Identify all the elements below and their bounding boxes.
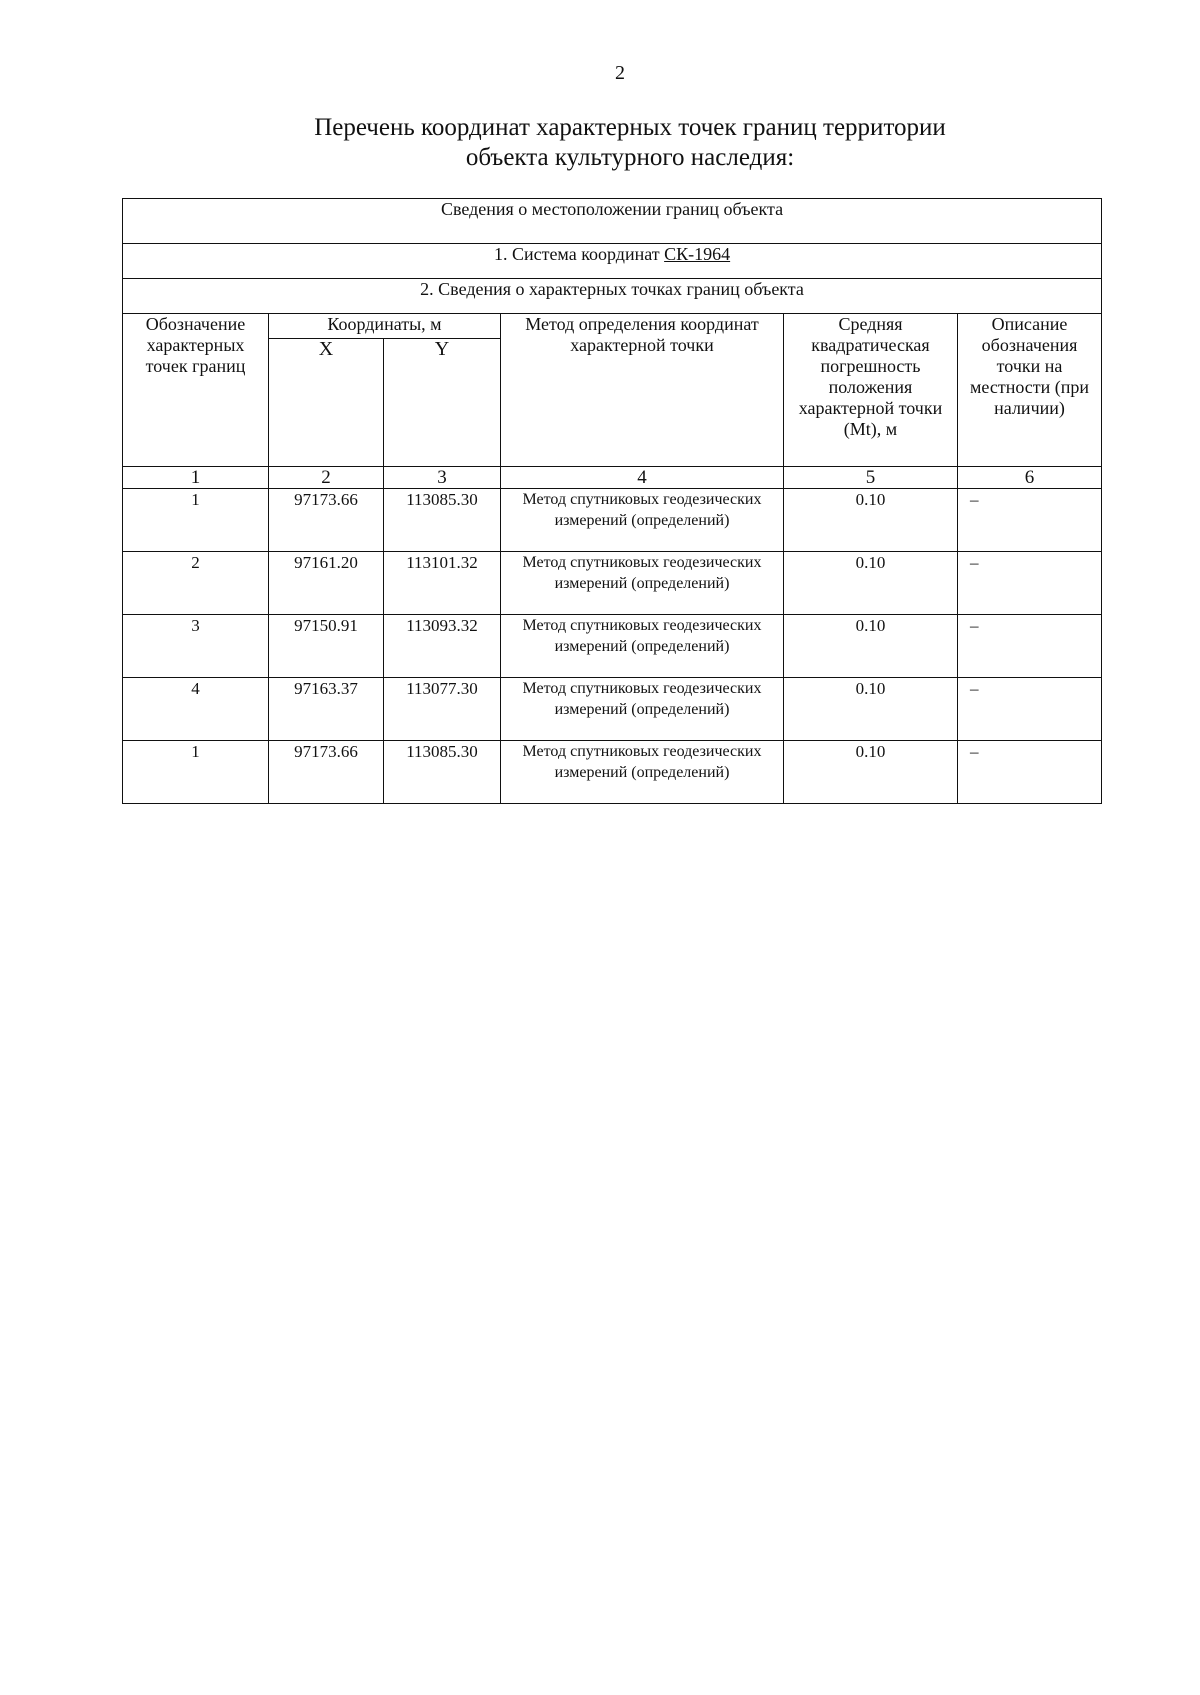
error-value: 0.10 bbox=[784, 489, 958, 552]
table-header: Сведения о местоположении границ объекта bbox=[123, 199, 1102, 244]
title-line-2: объекта культурного наследия: bbox=[465, 144, 795, 171]
method-value: Метод спутниковых геодезических измерений (определений) bbox=[501, 489, 784, 552]
coordinates-table bbox=[122, 198, 1102, 804]
method-value: Метод спутниковых геодезических измерений (определений) bbox=[501, 678, 784, 741]
x-value: 97161.20 bbox=[269, 552, 384, 615]
coordinate-system-label: 1. Система координат bbox=[493, 244, 660, 264]
x-value: 97173.66 bbox=[269, 741, 384, 804]
table-row bbox=[123, 741, 1102, 804]
error-value: 0.10 bbox=[784, 615, 958, 678]
point-number: 2 bbox=[123, 552, 269, 615]
column-header-method: Метод определения координат характерной точки bbox=[501, 314, 784, 467]
page-number: 2 bbox=[615, 62, 625, 84]
method-value: Метод спутниковых геодезических измерений (определений) bbox=[501, 615, 784, 678]
table-row bbox=[123, 489, 1102, 552]
y-value: 113085.30 bbox=[384, 741, 501, 804]
point-number: 4 bbox=[123, 678, 269, 741]
y-value: 113101.32 bbox=[384, 552, 501, 615]
point-number: 3 bbox=[123, 615, 269, 678]
error-value: 0.10 bbox=[784, 741, 958, 804]
column-header-y: Y bbox=[384, 339, 501, 467]
x-value: 97150.91 bbox=[269, 615, 384, 678]
title-line-1: Перечень координат характерных точек границ территории bbox=[314, 114, 946, 141]
column-number: 5 bbox=[784, 467, 958, 489]
coordinate-system-row bbox=[123, 244, 1102, 279]
error-value: 0.10 bbox=[784, 678, 958, 741]
column-header-error bbox=[784, 314, 958, 467]
description-value: – bbox=[958, 489, 1102, 552]
column-number: 1 bbox=[123, 467, 269, 489]
column-header-x: X bbox=[269, 339, 384, 467]
column-number: 2 bbox=[269, 467, 384, 489]
points-info-row: 2. Сведения о характерных точках границ объекта bbox=[123, 279, 1102, 314]
x-value: 97163.37 bbox=[269, 678, 384, 741]
column-number: 4 bbox=[501, 467, 784, 489]
column-header-description: Описание обозначения точки на местности (при наличии) bbox=[958, 314, 1102, 467]
method-value: Метод спутниковых геодезических измерений (определений) bbox=[501, 741, 784, 804]
coordinate-system-value: СК-1964 bbox=[664, 244, 731, 264]
description-value: – bbox=[958, 741, 1102, 804]
description-value: – bbox=[958, 552, 1102, 615]
column-numbers-row bbox=[123, 467, 1102, 489]
description-value: – bbox=[958, 615, 1102, 678]
y-value: 113093.32 bbox=[384, 615, 501, 678]
column-number: 6 bbox=[958, 467, 1102, 489]
column-header-error-text: Средняя квадратическая погрешность положения характерной точки (Mt), м bbox=[798, 314, 943, 439]
column-header-designation: Обозначение характерных точек границ bbox=[123, 314, 269, 467]
point-number: 1 bbox=[123, 741, 269, 804]
x-value: 97173.66 bbox=[269, 489, 384, 552]
column-number: 3 bbox=[384, 467, 501, 489]
document-title bbox=[0, 113, 1200, 173]
point-number: 1 bbox=[123, 489, 269, 552]
method-value: Метод спутниковых геодезических измерений (определений) bbox=[501, 552, 784, 615]
table-row bbox=[123, 678, 1102, 741]
column-header-coordinates: Координаты, м bbox=[269, 314, 501, 339]
description-value: – bbox=[958, 678, 1102, 741]
y-value: 113085.30 bbox=[384, 489, 501, 552]
table-row bbox=[123, 615, 1102, 678]
table-row bbox=[123, 552, 1102, 615]
error-value: 0.10 bbox=[784, 552, 958, 615]
y-value: 113077.30 bbox=[384, 678, 501, 741]
